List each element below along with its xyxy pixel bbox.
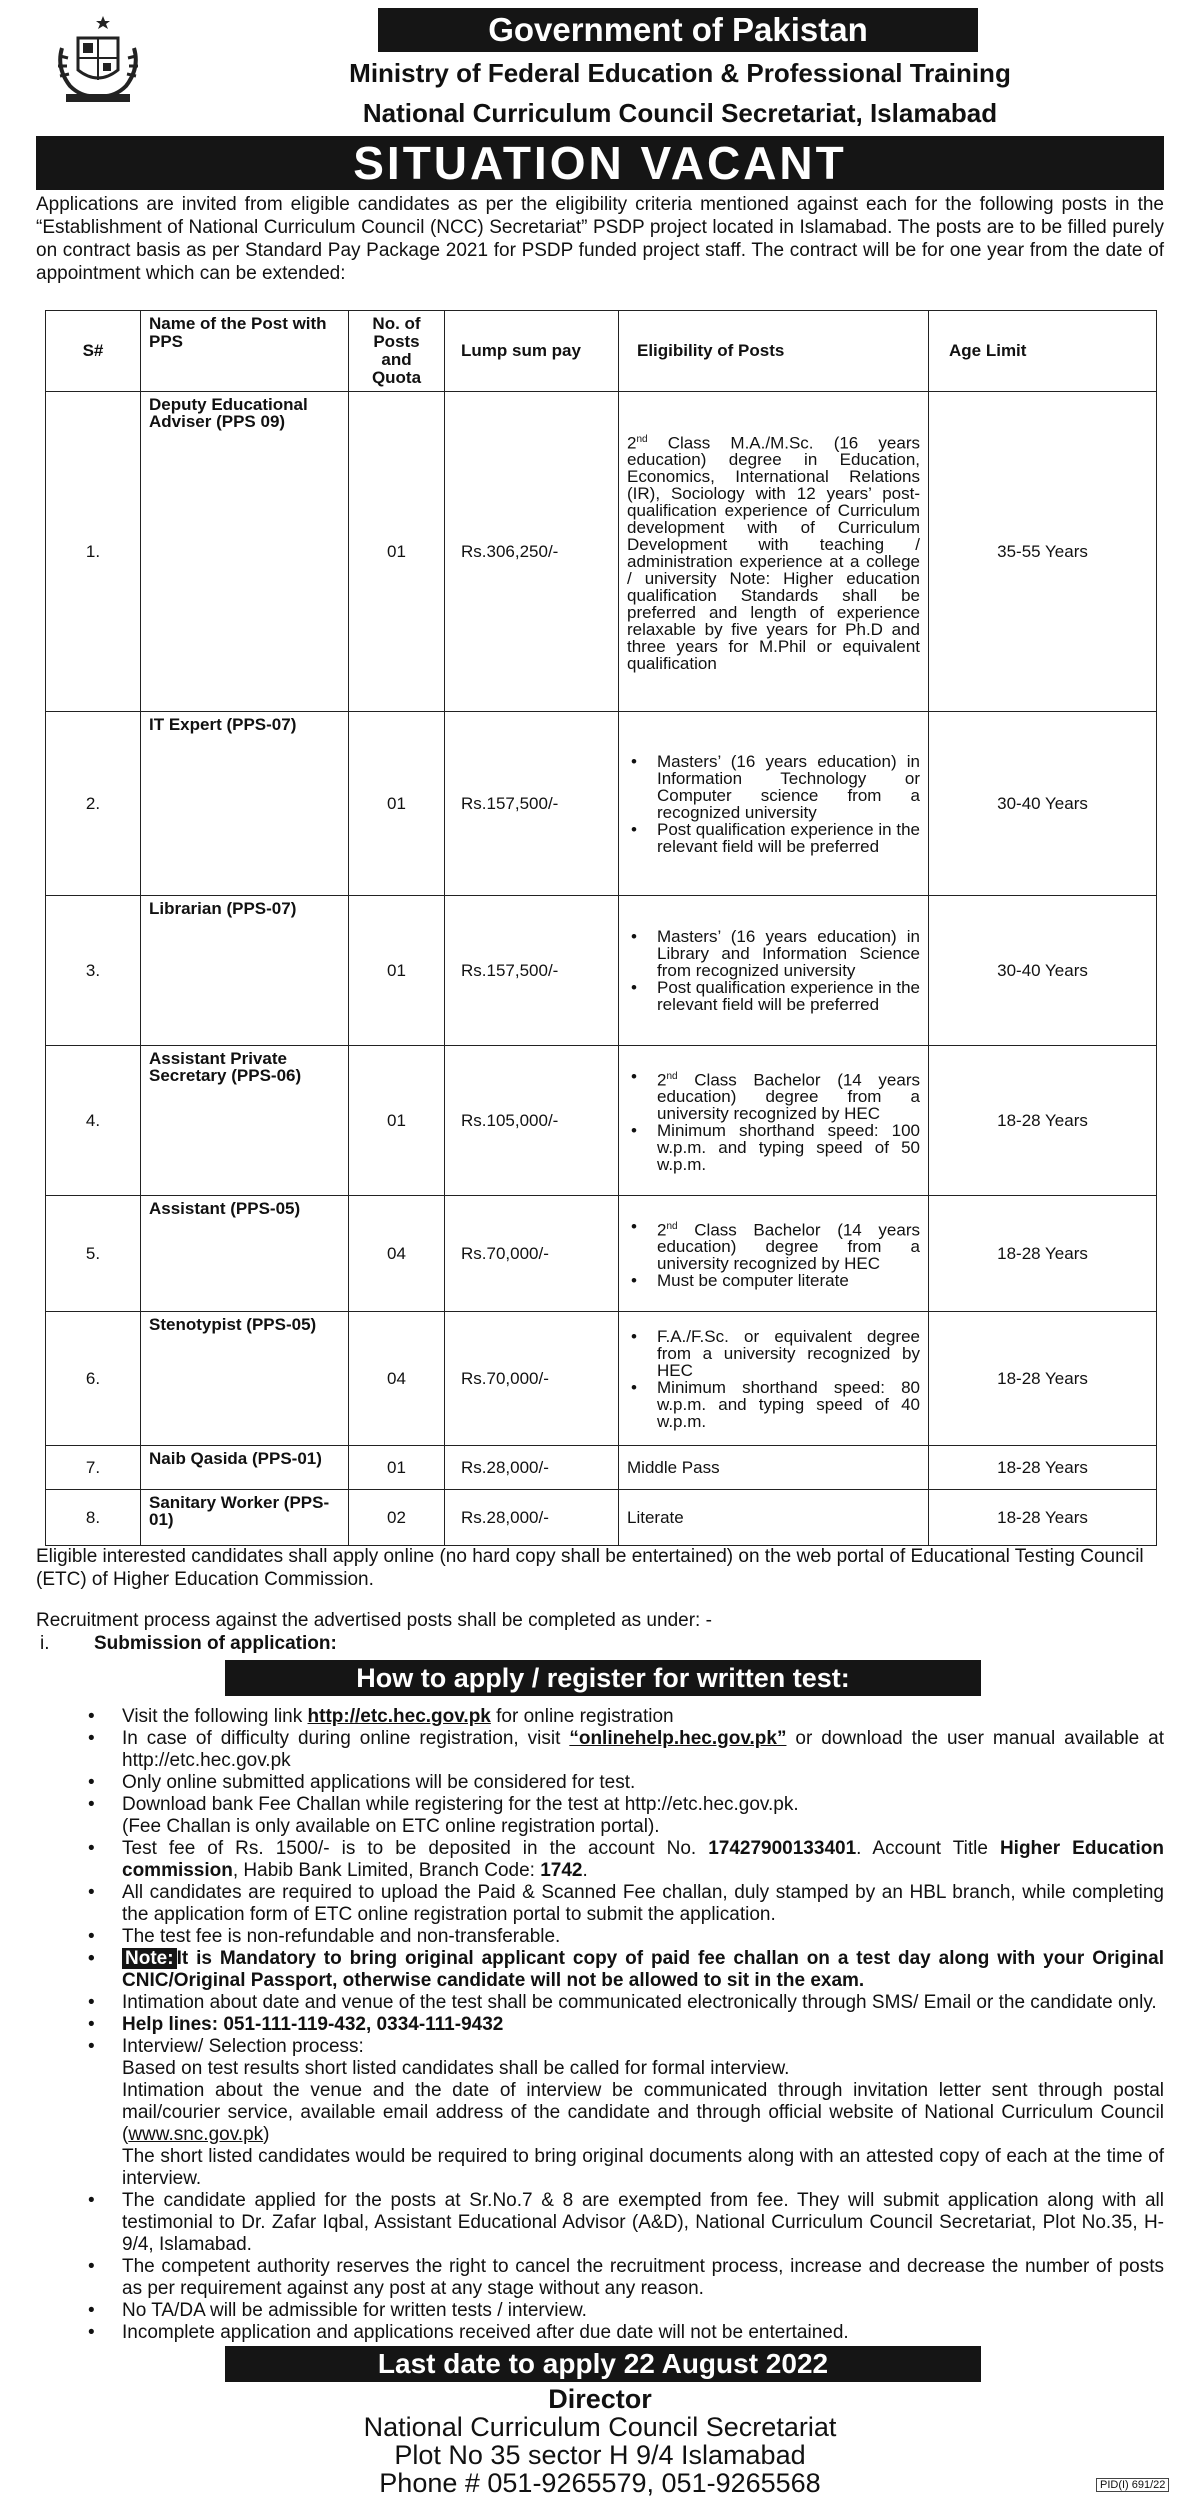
ministry-title: Ministry of Federal Education & Professional Training [349,58,1011,88]
cell-sn: 2. [46,712,141,896]
instr-text: ) [263,2124,270,2145]
cell-sn: 4. [46,1046,141,1196]
cell-sn: 3. [46,896,141,1046]
cell-post-name: Naib Qasida (PPS-01) [141,1446,349,1490]
table-row [46,1312,1157,1446]
cell-post-name: Sanitary Worker (PPS-01) [141,1490,349,1546]
cell-qty: 04 [349,1312,445,1446]
instruction-item: • All candidates are required to upload the Paid & Scanned Fee challan, duly stamped by an HBL branch, while completing the application form of ETC online registration portal to submit the application. [88,1882,1164,1925]
cell-age: 18-28 Years [929,1446,1157,1490]
col-header-sn: S# [46,311,141,392]
onlinehelp-link[interactable]: “onlinehelp.hec.gov.pk” [569,1728,787,1749]
recruitment-process-note: Recruitment process against the advertised posts shall be completed as under: - [36,1610,712,1631]
instr-text: Intimation about date and venue of the test shall be communicated electronically through SMS/ Email or the candidate only. [122,1992,1157,2013]
eligibility-item [627,1218,920,1273]
eligibility-item: • F.A./F.Sc. or equivalent degree from a university recognized by HEC [627,1328,920,1379]
government-banner: Government of Pakistan [378,8,978,52]
elig-sup: nd [666,1070,678,1082]
account-title: Higher Education commission [122,1838,1164,1881]
director-title: Director [548,2384,652,2414]
col-header-age: Age Limit [929,311,1157,392]
instruction-item: • Only online submitted applications will be considered for test. [88,1772,636,1793]
cell-qty: 04 [349,1196,445,1312]
state-emblem-icon [48,8,148,108]
instruction-item: • The competent authority reserves the right to cancel the recruitment process, increase and decrease the number of posts as per requirement against any post at any stage without any reason. [88,2256,1164,2299]
eligibility-item: • Must be computer literate [627,1272,920,1289]
cell-pay: Rs.306,250/- [445,392,619,712]
instr-text: The test fee is non-refundable and non-transferable. [122,1926,561,1947]
instr-text: . [582,1860,588,1881]
account-number: 17427900133401 [708,1838,857,1859]
cell-age: 30-40 Years [929,712,1157,896]
instruction-item-note: • Note: It is Mandatory to bring original applicant copy of paid fee challan on a test day along with your Original CNIC/Original Passport, otherwise candidate will not be allowed to sit in the exam. [88,1948,1164,1991]
cell-pay: Rs.28,000/- [445,1446,619,1490]
cell-post-name: Deputy Educational Adviser (PPS 09) [141,392,349,712]
instr-text: The candidate applied for the posts at Sr.No.7 & 8 are exempted from fee. They will submit application along with all testimonial to Dr. Zafar Iqbal, Assistant Educational Advisor (A&D), National Curriculum Council Secretariat, Plot No.35, H-9/4, Islamabad. [122,2190,1164,2255]
eligibility-item [627,1068,920,1123]
cell-post-name: Assistant Private Secretary (PPS-06) [141,1046,349,1196]
cell-post-name: Librarian (PPS-07) [141,896,349,1046]
cell-pay: Rs.157,500/- [445,896,619,1046]
footer-contact [200,2385,1000,2497]
instr-text: Intimation about the venue and the date of interview be communicated through invitation letter sent through postal mail/courier service, available email address of the candidate and through official website of National Curriculum Council ( [122,2080,1164,2145]
table-row [46,1446,1157,1490]
note-tag: Note: [122,1948,177,1969]
instruction-item: • No TA/DA will be admissible for written tests / interview. [88,2300,587,2321]
instr-text: No TA/DA will be admissible for written tests / interview. [122,2300,587,2321]
cell-pay: Rs.70,000/- [445,1196,619,1312]
cell-pay: Rs.157,500/- [445,712,619,896]
eligibility-item: • Post qualification experience in the relevant field will be preferred [627,821,920,855]
instr-text: The competent authority reserves the right to cancel the recruitment process, increase and decrease the number of posts as per requirement against any post at any stage without any reason. [122,2256,1164,2299]
cell-sn: 6. [46,1312,141,1446]
instr-text: , Habib Bank Limited, Branch Code: [232,1860,541,1881]
cell-sn: 7. [46,1446,141,1490]
cell-eligibility [619,1196,929,1312]
table-row [46,712,1157,896]
cell-eligibility [619,392,929,712]
instruction-item: • Visit the following link http://etc.hec.gov.pk for online registration [88,1706,674,1727]
table-row [46,896,1157,1046]
cell-eligibility [619,712,929,896]
instruction-item: • Interview/ Selection process: [88,2036,364,2057]
footer-phone: Phone # 051-9265579, 051-9265568 [379,2468,821,2498]
eligibility-item: • Minimum shorthand speed: 100 w.p.m. and typing speed of 50 w.p.m. [627,1122,920,1173]
table-row [46,392,1157,712]
eligibility-list [627,1068,920,1174]
cell-age: 18-28 Years [929,1046,1157,1196]
eligibility-list [627,928,920,1013]
eligibility-item: • Masters’ (16 years education) in Information Technology or Computer science from a recognized university [627,753,920,821]
instructions [36,1706,1164,2344]
submission-heading [36,1632,1164,1655]
table-header-row [46,311,1157,392]
cell-sn: 8. [46,1490,141,1546]
submission-label: Submission of application: [94,1633,337,1654]
cell-age: 35-55 Years [929,392,1157,712]
instruction-item: • Test fee of Rs. 1500/- is to be deposited in the account No. 17427900133401. Account Title Higher Education commission, Habib Bank Limited, Branch Code: 1742. [88,1838,1164,1881]
instruction-paragraph: The short listed candidates would be required to bring original documents along with an attested copy of each at the time of interview. [122,2146,1164,2189]
cell-qty: 01 [349,1046,445,1196]
snc-website-link[interactable]: www.snc.gov.pk [128,2124,264,2145]
instruction-item: • Download bank Fee Challan while registering for the test at http://etc.hec.gov.pk. (Fee Challan is only available on ETC online registration portal). [88,1794,799,1837]
instr-text: In case of difficulty during online registration, visit [122,1728,570,1749]
situation-vacant-banner: SITUATION VACANT [36,136,1164,190]
cell-age: 18-28 Years [929,1196,1157,1312]
cell-post-name: Assistant (PPS-05) [141,1196,349,1312]
cell-eligibility [619,896,929,1046]
online-apply-note: Eligible interested candidates shall apply online (no hard copy shall be entertained) on the web portal of Educational Testing Council (ETC) of Higher Education Commission. [36,1546,1144,1590]
intro-paragraph: Applications are invited from eligible candidates as per the eligibility criteria mentioned against each for the following posts in the “Establishment of National Curriculum Council (NCC) Secretariat” PSDP project located in Islamabad. The posts are to be filled purely on contract basis as per Standard Pay Package 2021 for PSDP funded project staff. The contract will be for one year from the date of appointment which can be extended: [36,194,1164,284]
instruction-item: • The candidate applied for the posts at Sr.No.7 & 8 are exempted from fee. They will submit application along with all testimonial to Dr. Zafar Iqbal, Assistant Educational Advisor (A&D), National Curriculum Council Secretariat, Plot No.35, H-9/4, Islamabad. [88,2190,1164,2255]
etc-portal-link[interactable]: http://etc.hec.gov.pk [307,1706,491,1727]
branch-code: 1742 [540,1860,583,1881]
elig-text: Class Bachelor (14 years education) degree from a university recognized by HEC [657,1070,920,1124]
cell-pay: Rs.70,000/- [445,1312,619,1446]
cell-pay: Rs.28,000/- [445,1490,619,1546]
eligibility-list [627,1328,920,1430]
elig-num: 2 [657,1070,667,1090]
instruction-item: • Intimation about date and venue of the test shall be communicated electronically through SMS/ Email or the candidate only. [88,1992,1157,2013]
instruction-item: • Incomplete application and applications received after due date will not be entertained. [88,2322,849,2343]
instr-text: Interview/ Selection process: [122,2036,364,2057]
col-header-qty: No. of Posts and Quota [349,311,445,392]
eligibility-item: • Post qualification experience in the relevant field will be preferred [627,979,920,1013]
footer-address: Plot No 35 sector H 9/4 Islamabad [394,2440,806,2470]
cell-qty: 01 [349,1446,445,1490]
instr-text: Download bank Fee Challan while registering for the test at http://etc.hec.gov.pk. [122,1794,799,1815]
instr-text: It is Mandatory to bring original applicant copy of paid fee challan on a test day along with your Original CNIC/Original Passport, otherwise candidate will not be allowed to sit in the exam. [122,1948,1164,1991]
table-row [46,1046,1157,1196]
cell-eligibility: Middle Pass [619,1446,929,1490]
instr-text: . Account Title [856,1838,1000,1859]
pid-label: PID(I) 691/22 [1096,2478,1169,2492]
last-date-banner: Last date to apply 22 August 2022 [225,2346,981,2382]
instruction-paragraph: Based on test results short listed candidates shall be called for formal interview. [122,2058,790,2079]
instruction-item: • The test fee is non-refundable and non-transferable. [88,1926,561,1947]
how-to-apply-banner: How to apply / register for written test: [225,1660,981,1696]
instr-text: Test fee of Rs. 1500/- is to be deposited in the account No. [122,1838,709,1859]
instruction-item: • In case of difficulty during online registration, visit “onlinehelp.hec.gov.pk” or download the user manual available at http://etc.hec.gov.pk [88,1728,1164,1771]
instr-text: All candidates are required to upload the Paid & Scanned Fee challan, duly stamped by an HBL branch, while completing the application form of ETC online registration portal to submit the application. [122,1882,1164,1925]
col-header-name: Name of the Post with PPS [141,311,349,392]
elig-text: 2 [627,433,637,453]
eligibility-item: • Masters’ (16 years education) in Library and Information Science from recognized university [627,928,920,979]
cell-post-name: Stenotypist (PPS-05) [141,1312,349,1446]
application-notes [36,1545,1164,1655]
footer-office: National Curriculum Council Secretariat [363,2412,837,2442]
council-title: National Curriculum Council Secretariat, Islamabad [362,98,998,128]
elig-num: 2 [657,1220,667,1240]
instr-text: Visit the following link [122,1706,308,1727]
helpline-numbers: 051-111-119-432, 0334-111-9432 [218,2014,504,2035]
instructions-list [36,1706,1164,2344]
cell-qty: 01 [349,392,445,712]
cell-age: 18-28 Years [929,1490,1157,1546]
elig-sup: nd [666,1220,678,1232]
submission-number: i. [40,1633,50,1654]
instruction-paragraph [36,2080,1164,2146]
cell-sn: 5. [46,1196,141,1312]
cell-qty: 01 [349,896,445,1046]
cell-eligibility [619,1312,929,1446]
cell-qty: 02 [349,1490,445,1546]
elig-sup: nd [636,433,648,445]
instr-text: for online registration [490,1706,674,1727]
cell-sn: 1. [46,392,141,712]
col-header-pay: Lump sum pay [445,311,619,392]
eligibility-list [627,753,920,855]
page-header [0,0,1200,150]
table-row [46,1196,1157,1312]
instr-text: or download the user manual available at http://etc.hec.gov.pk [122,1728,1164,1771]
elig-text: Class M.A./M.Sc. (16 years education) degree in Education, Economics, International Relations (IR), Sociology with 12 years’ post-qualification experience of Curriculum development with of Curriculum Development with teaching / administration experience at a college / university Note: Higher education qualification Standards shall be preferred and length of experience relaxable by five years for Ph.D and three years for M.Phil or equivalent qualification [627,433,920,674]
cell-age: 30-40 Years [929,896,1157,1046]
instr-text: Only online submitted applications will be considered for test. [122,1772,636,1793]
cell-post-name: IT Expert (PPS-07) [141,712,349,896]
helpline-label: Help lines: [122,2014,219,2035]
instr-text: Incomplete application and applications received after due date will not be entertained. [122,2322,849,2343]
posts-table [45,310,1157,1546]
elig-text: Class Bachelor (14 years education) degree from a university recognized by HEC [657,1220,920,1274]
cell-pay: Rs.105,000/- [445,1046,619,1196]
eligibility-list [627,1218,920,1290]
instruction-item: • Help lines: 051-111-119-432, 0334-111-9432 [88,2014,504,2035]
cell-qty: 01 [349,712,445,896]
table-row [46,1490,1157,1546]
cell-age: 18-28 Years [929,1312,1157,1446]
eligibility-item: • Minimum shorthand speed: 80 w.p.m. and typing speed of 40 w.p.m. [627,1379,920,1430]
col-header-eligibility: Eligibility of Posts [619,311,929,392]
cell-eligibility [619,1046,929,1196]
cell-eligibility: Literate [619,1490,929,1546]
instr-text: (Fee Challan is only available on ETC online registration portal). [122,1816,660,1837]
